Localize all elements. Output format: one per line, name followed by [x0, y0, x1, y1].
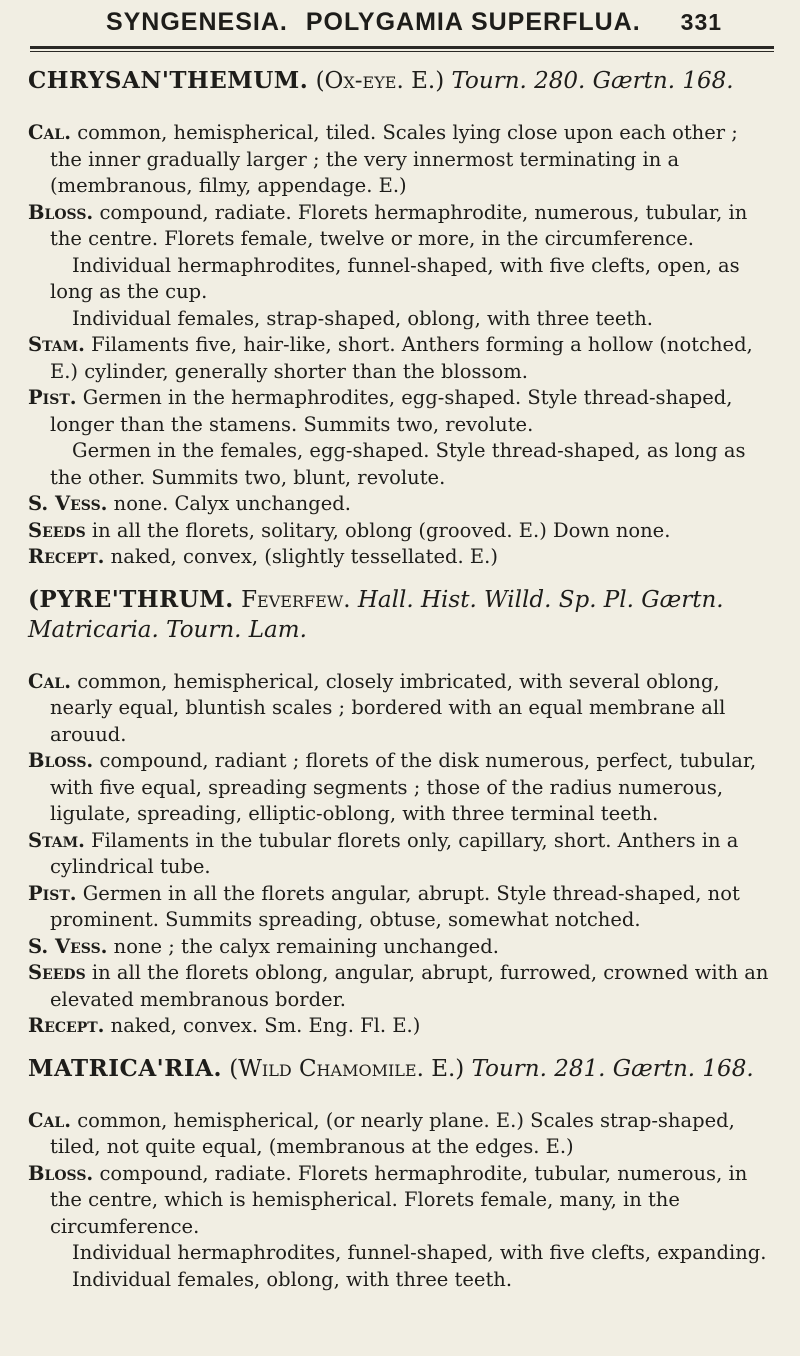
entry-text: in all the florets, solitary, oblong (grooved. E.) Down none.	[91, 518, 671, 542]
entry-females	[28, 306, 774, 333]
genus-section-matricaria	[28, 1054, 774, 1294]
genus-reference: Hall. Hist. Willd. Sp. Pl. Gærtn. Matricaria. Tourn. Lam.	[28, 586, 724, 643]
entry-label: Stam.	[28, 333, 85, 356]
entry-hermaphrodites	[28, 1240, 774, 1267]
entry-seeds	[28, 960, 774, 1013]
genus-heading	[28, 66, 774, 96]
entry-label: Seeds	[28, 961, 86, 984]
header-rule	[30, 46, 774, 52]
entry-label: Bloss.	[28, 749, 94, 772]
genus-common-name: (Wild Chamomile. E.)	[229, 1055, 465, 1082]
entry-label: Cal.	[28, 1108, 72, 1132]
entry-text: common, hemispherical, tiled. Scales lying close upon each other ; the inner gradually larger ; the very innermost terminating in a (membranous, filmy, appendage. E.)	[50, 121, 738, 197]
running-head-right: POLYGAMIA SUPERFLUA.	[305, 8, 641, 36]
entry-label: Recept.	[28, 1014, 105, 1037]
genus-reference: Tourn. 280. Gærtn. 168.	[451, 68, 734, 94]
entry-text: compound, radiate. Florets hermaphrodite, tubular, numerous, in the centre, which is hemispherical. Florets female, many, in the circumference.	[50, 1161, 748, 1238]
entry-text: Germen in the females, egg-shaped. Style thread-shaped, as long as the other. Summits two, blunt, revolute.	[50, 439, 746, 489]
entry-text: naked, convex. Sm. Eng. Fl. E.)	[110, 1014, 421, 1037]
genus-name: (PYRE'THRUM.	[28, 585, 234, 613]
entry-stamens	[28, 828, 774, 881]
entry-blossom	[28, 1161, 774, 1241]
entry-text: none. Calyx unchanged.	[113, 492, 351, 515]
entry-text: Germen in the hermaphrodites, egg-shaped. Style thread-shaped, longer than the stamens. Summits two, revolute.	[50, 386, 733, 436]
entry-label: Cal.	[28, 121, 72, 144]
entry-text: in all the florets oblong, angular, abrupt, furrowed, crowned with an elevated membranous border.	[50, 961, 769, 1011]
entry-stamens	[28, 332, 774, 385]
entry-text: common, hemispherical, closely imbricated, with several oblong, nearly equal, bluntish scales ; bordered with an equal membrane all arouud.	[50, 669, 726, 746]
genus-name: CHRYSAN'THEMUM.	[28, 67, 309, 94]
entry-calyx	[28, 1108, 774, 1161]
genus-reference: Tourn. 281. Gærtn. 168.	[471, 1055, 754, 1082]
entry-label: Cal.	[28, 669, 72, 693]
entry-text: Filaments five, hair-like, short. Anthers forming a hollow (notched, E.) cylinder, generally shorter than the blossom.	[50, 333, 753, 383]
entry-germen-females	[28, 438, 774, 491]
entry-pistil	[28, 385, 774, 438]
entry-text: Individual hermaphrodites, funnel-shaped, with five clefts, expanding.	[72, 1241, 767, 1264]
entry-text: Filaments in the tubular florets only, capillary, short. Anthers in a cylindrical tube.	[50, 828, 739, 878]
entry-seed-vessel	[28, 934, 774, 961]
entry-text: Individual hermaphrodites, funnel-shaped, with five clefts, open, as long as the cup.	[50, 253, 740, 303]
entry-label: Stam.	[28, 828, 85, 852]
entry-blossom	[28, 200, 774, 253]
entry-label: Pist.	[28, 881, 77, 905]
entry-receptacle	[28, 1013, 774, 1040]
entry-text: compound, radiant ; florets of the disk numerous, perfect, tubular, with five equal, spreading segments ; those of the radius numerous, ligulate, spreading, elliptic-oblong, with three terminal teeth.	[50, 749, 757, 825]
genus-common-name: (Ox-eye. E.)	[315, 68, 445, 94]
page-number: 331	[680, 9, 723, 35]
entry-label: Bloss.	[28, 1161, 94, 1185]
genus-common-name: Feverfew.	[241, 586, 351, 613]
entry-label: S. Vess.	[28, 934, 108, 958]
entry-females	[28, 1267, 774, 1294]
entry-calyx	[28, 669, 774, 749]
genus-heading	[28, 1054, 774, 1084]
entry-blossom	[28, 748, 774, 828]
entry-label: Pist.	[28, 386, 77, 409]
entry-seed-vessel	[28, 491, 774, 518]
entry-receptacle	[28, 544, 774, 571]
entry-text: Germen in all the florets angular, abrupt. Style thread-shaped, not prominent. Summits spreading, obtuse, somewhat notched.	[50, 881, 740, 931]
entry-text: Individual females, oblong, with three teeth.	[72, 1267, 513, 1291]
entry-label: S. Vess.	[28, 492, 108, 515]
entry-seeds	[28, 518, 774, 545]
entry-pistil	[28, 881, 774, 934]
entry-text: none ; the calyx remaining unchanged.	[113, 934, 499, 958]
entry-label: Recept.	[28, 545, 105, 568]
genus-section-chrysanthemum	[28, 66, 774, 571]
entry-text: common, hemispherical, (or nearly plane. E.) Scales strap-shaped, tiled, not quite equal, (membranous at the edges. E.)	[50, 1108, 735, 1158]
entry-label: Bloss.	[28, 200, 94, 224]
genus-heading	[28, 585, 774, 645]
entry-label: Seeds	[28, 518, 86, 542]
entry-text: Individual females, strap-shaped, oblong, with three teeth.	[72, 306, 654, 330]
entry-hermaphrodites	[28, 253, 774, 306]
running-head	[28, 8, 774, 42]
running-head-left: SYNGENESIA.	[105, 8, 288, 36]
genus-section-pyrethrum	[28, 585, 774, 1040]
entry-text: naked, convex, (slightly tessellated. E.)	[110, 545, 498, 568]
entry-calyx	[28, 120, 774, 200]
entry-text: compound, radiate. Florets hermaphrodite, numerous, tubular, in the centre. Florets female, twelve or more, in the circumference.	[50, 200, 748, 250]
genus-name: MATRICA'RIA.	[28, 1054, 222, 1082]
